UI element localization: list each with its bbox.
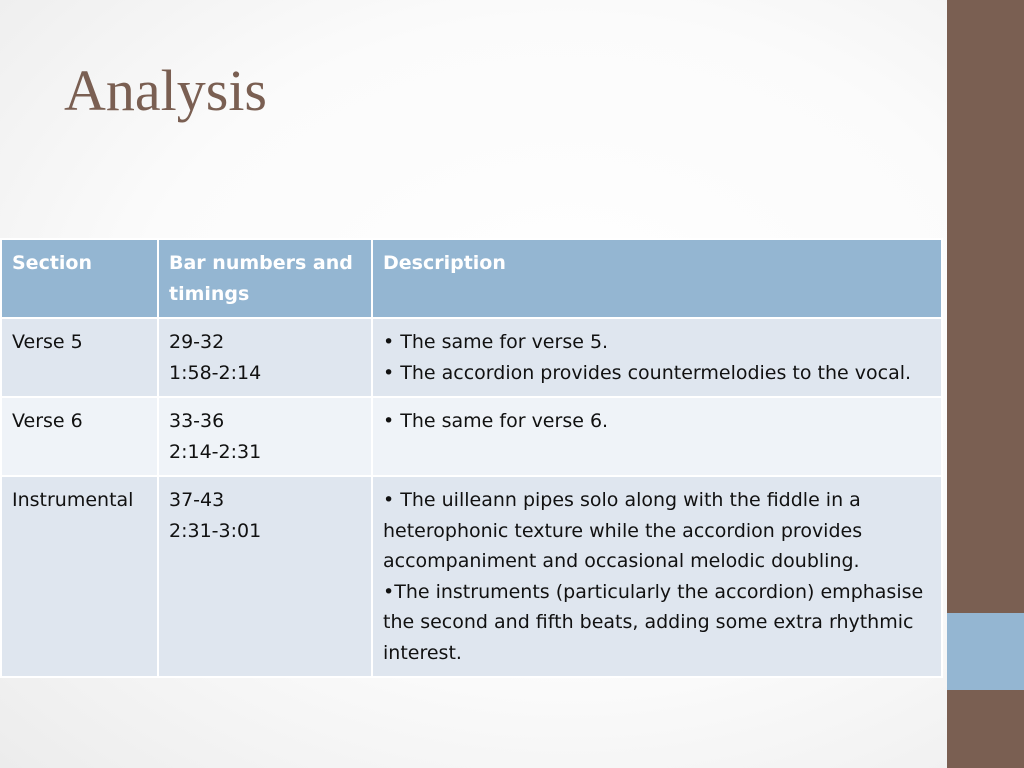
timing: 2:31-3:01: [169, 519, 262, 542]
header-bar-numbers: Bar numbers and timings: [158, 239, 372, 318]
table-row: [1, 318, 942, 397]
description-bullet: • The uilleann pipes solo along with the fiddle in a heterophonic texture while the accordion provides accompaniment and occasional melodic doubling.: [383, 489, 863, 572]
description-bullet: • The same for verse 6.: [383, 410, 609, 432]
table-row: [1, 476, 942, 677]
description-bullet: •The instruments (particularly the accordion) emphasise the second and fifth beats, adding some extra rhythmic interest.: [383, 580, 924, 664]
slide-title: Analysis: [64, 58, 267, 123]
bars-cell: [158, 318, 372, 397]
section-cell: Verse 5: [1, 318, 158, 397]
table-header-row: [1, 239, 942, 318]
bars-cell: [158, 397, 372, 476]
description-cell: [372, 318, 942, 397]
timing: 2:14-2:31: [169, 440, 262, 463]
description-bullet: • The accordion provides countermelodies to the vocal.: [383, 361, 912, 384]
bar-range: 37-43: [169, 489, 225, 511]
timing: 1:58-2:14: [169, 361, 262, 384]
bar-range: 33-36: [169, 410, 225, 432]
header-section: Section: [1, 239, 158, 318]
sidebar-accent-block: [947, 613, 1024, 690]
table-row: [1, 397, 942, 476]
bars-cell: [158, 476, 372, 677]
description-cell: [372, 476, 942, 677]
bar-range: 29-32: [169, 331, 225, 353]
description-bullet: • The same for verse 5.: [383, 331, 609, 353]
description-cell: [372, 397, 942, 476]
section-cell: Instrumental: [1, 476, 158, 677]
header-description: Description: [372, 239, 942, 318]
section-cell: Verse 6: [1, 397, 158, 476]
analysis-table: [0, 238, 943, 678]
